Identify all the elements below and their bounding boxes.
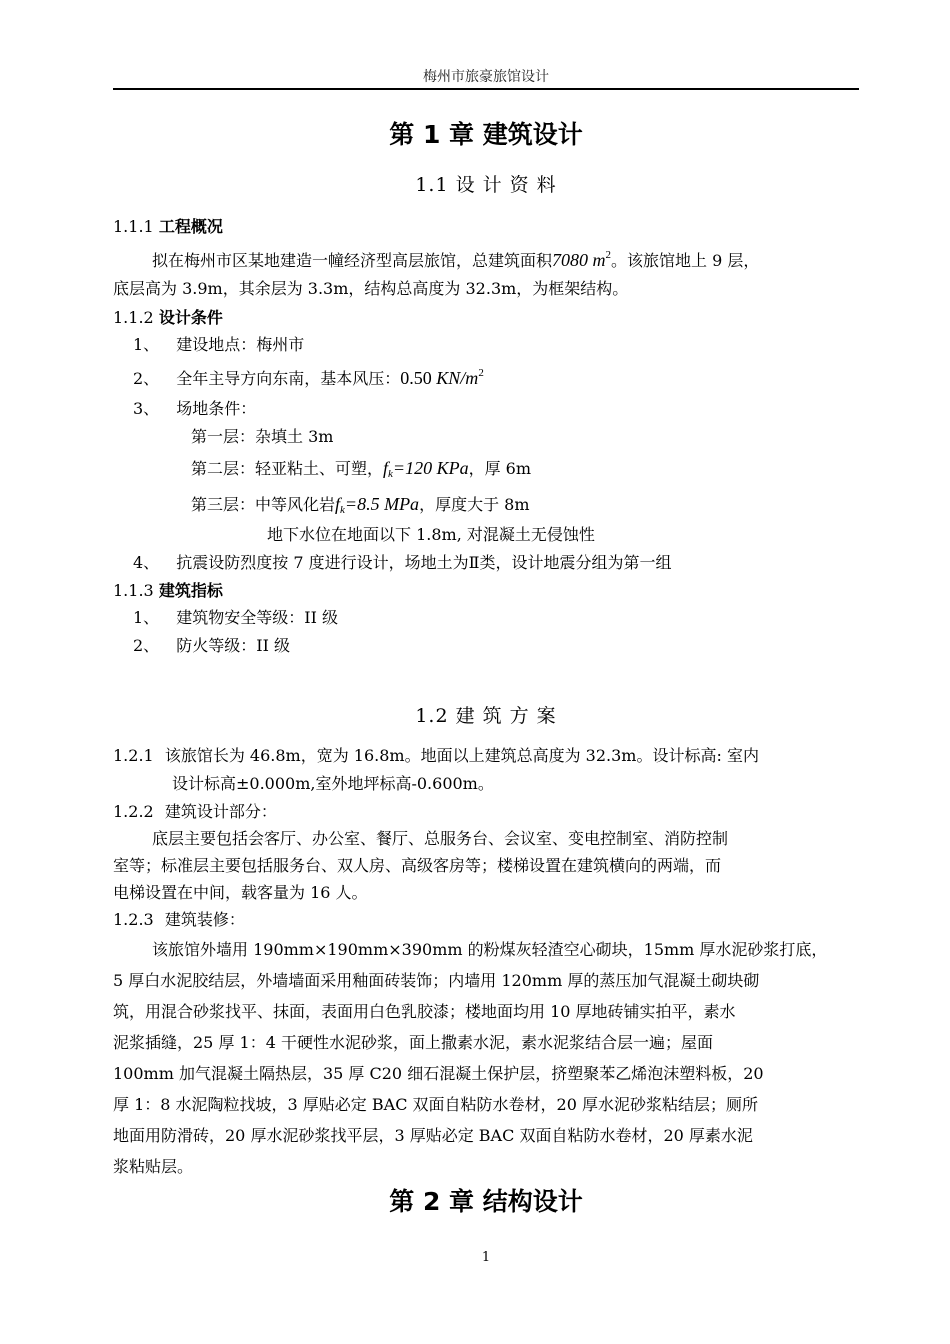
list-text: 抗震设防烈度按 7 度进行设计，场地土为Ⅱ类，设计地震分组为第一组: [176, 553, 672, 572]
subsection-1-2-2-heading: [113, 799, 277, 822]
soil-layer-1: 第一层：杂填土 3m: [191, 427, 334, 446]
subsection-number: 1.1.3: [113, 581, 154, 600]
list-marker: 4、: [133, 553, 160, 572]
paragraph-line: 室等；标准层主要包括服务台、双人房、高级客房等；楼梯设置在建筑横向的两端，而: [113, 856, 722, 875]
k-subscript: k: [388, 468, 393, 480]
running-header: 梅州市旅豪旅馆设计: [423, 69, 549, 85]
paragraph-line: 厚 1：8 水泥陶粒找坡，3 厚贴必定 BAC 双面自粘防水卷材，20 厚水泥砂浆粘结层；厕所: [113, 1095, 758, 1114]
subsection-number: 1.1.2: [113, 308, 154, 327]
subsection-1-1-1-heading: [113, 214, 223, 237]
chapter-1-title: 第 1 章 建筑设计: [389, 120, 583, 149]
wind-pressure-formula: [400, 368, 484, 388]
wind-unit: KN/m: [436, 368, 479, 388]
section-1-2-title: 1.2 建 筑 方 案: [415, 705, 557, 727]
overview-line-1: [152, 248, 759, 271]
subsection-title: 设计条件: [158, 308, 223, 327]
list-text: 建筑物安全等级：II 级: [176, 608, 339, 627]
area-value: 7080: [552, 250, 589, 270]
list-marker: 2、: [133, 636, 160, 655]
subsection-1-1-3-heading: [113, 578, 223, 601]
list-item-seismic: [133, 550, 672, 573]
subsection-number: 1.2.3: [113, 910, 154, 929]
area-exponent: 2: [605, 249, 612, 261]
subsection-1-2-1-line-1: [113, 743, 759, 766]
list-marker: 1、: [133, 608, 160, 627]
subsection-text: 该旅馆长为 46.8m，宽为 16.8m。地面以上建筑总高度为 32.3m。设计标高: 室内: [164, 746, 759, 765]
wind-exponent: 2: [478, 367, 484, 379]
paragraph-line: 100mm 加气混凝土隔热层，35 厚 C20 细石混凝土保护层，挤塑聚苯乙烯泡沫塑料板，20: [113, 1064, 764, 1083]
soil-layer-3-thickness: ，厚度大于 8m: [419, 495, 530, 514]
subsection-1-2-1-line-2: 设计标高±0.000m,室外地坪标高-0.600m。: [172, 774, 494, 793]
subsection-number: 1.1.1: [113, 217, 154, 236]
list-item-location: [133, 332, 304, 355]
bearing-formula-3: [335, 494, 419, 514]
paragraph-line: 地面用防滑砖，20 厚水泥砂浆找平层，3 厚贴必定 BAC 双面自粘防水卷材，20 厚素水泥: [113, 1126, 753, 1145]
paragraph-line: 5 厚白水泥胶结层，外墙墙面采用釉面砖装饰；内墙用 120mm 厚的蒸压加气混凝土砌块砌: [113, 971, 760, 990]
paragraph-line: 筑，用混合砂浆找平、抹面，表面用白色乳胶漆；楼地面均用 10 厚地砖铺实拍平，素水: [113, 1002, 736, 1021]
soil-layer-2-text: 第二层：轻亚粘土、可塑，: [191, 459, 384, 478]
bearing-value: =120 KPa: [392, 458, 469, 478]
section-1-1-title: 1.1 设 计 资 料: [415, 174, 557, 196]
overview-text-a: 拟在梅州市区某地建造一幢经济型高层旅馆，总建筑面积: [152, 251, 553, 270]
paragraph-line: 该旅馆外墙用 190mm×190mm×390mm 的粉煤灰轻渣空心砌块，15mm 厚水泥砂浆打底，: [152, 940, 828, 959]
paragraph-line: 底层主要包括会客厅、办公室、餐厅、总服务台、会议室、变电控制室、消防控制: [152, 829, 729, 848]
overview-line-2: 底层高为 3.9m，其余层为 3.3m，结构总高度为 32.3m，为框架结构。: [113, 279, 629, 298]
list-item-fire-grade: [133, 633, 290, 656]
list-text: 建设地点：梅州市: [176, 335, 305, 354]
overview-text-b: 。该旅馆地上 9 层，: [611, 251, 760, 270]
bearing-formula-2: [383, 458, 469, 478]
list-text: 场地条件：: [176, 399, 257, 418]
soil-layer-2-thickness: ，厚 6m: [468, 459, 532, 478]
list-text: 防火等级：II 级: [176, 636, 291, 655]
page-number: 1: [481, 1250, 491, 1265]
list-marker: 1、: [133, 335, 160, 354]
subsection-1-1-2-heading: [113, 305, 223, 328]
soil-layer-3-text: 第三层：中等风化岩: [191, 495, 336, 514]
list-marker: 3、: [133, 399, 160, 418]
area-formula: [552, 250, 611, 270]
subsection-1-2-3-heading: [113, 907, 245, 930]
list-item-site: [133, 396, 256, 419]
subsection-title: 工程概况: [158, 217, 223, 236]
list-text: 全年主导方向东南，基本风压：: [176, 369, 401, 388]
list-marker: 2、: [133, 369, 160, 388]
header-rule: [113, 88, 859, 90]
f-symbol: f: [335, 494, 341, 514]
subsection-title: 建筑装修：: [164, 910, 245, 929]
subsection-title: 建筑指标: [158, 581, 223, 600]
groundwater-note: 地下水位在地面以下 1.8m, 对混凝土无侵蚀性: [267, 525, 595, 544]
wind-value: 0.50: [400, 368, 432, 388]
paragraph-line: 电梯设置在中间，载客量为 16 人。: [113, 883, 368, 902]
area-unit: m: [592, 250, 606, 270]
list-item-wind: [133, 366, 484, 389]
f-symbol: f: [383, 458, 389, 478]
list-item-safety-grade: [133, 605, 338, 628]
subsection-title: 建筑设计部分：: [164, 802, 277, 821]
subsection-number: 1.2.2: [113, 802, 154, 821]
subsection-number: 1.2.1: [113, 746, 154, 765]
paragraph-line: 泥浆插缝，25 厚 1：4 干硬性水泥砂浆，面上撒素水泥，素水泥浆结合层一遍；屋面: [113, 1033, 713, 1052]
soil-layer-3: [191, 492, 530, 516]
soil-layer-2: [191, 456, 531, 480]
k-subscript: k: [340, 504, 345, 516]
chapter-2-title: 第 2 章 结构设计: [389, 1187, 583, 1216]
bearing-value: =8.5 MPa: [344, 494, 420, 514]
paragraph-line: 浆粘贴层。: [113, 1157, 194, 1176]
